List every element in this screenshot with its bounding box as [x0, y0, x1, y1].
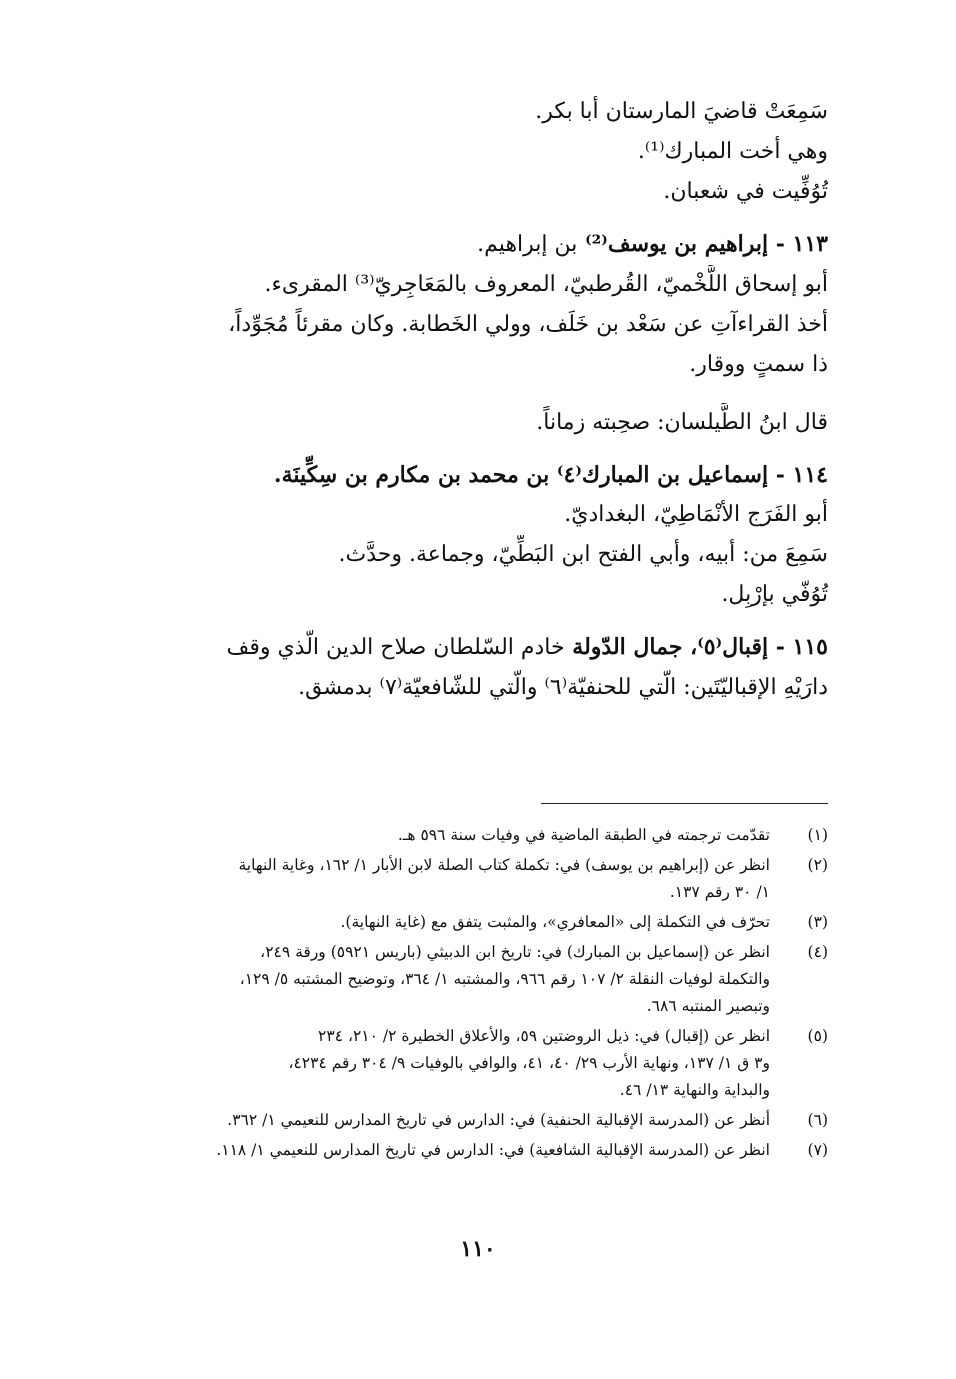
entry-115-line-2: دارَيْهِ الإقباليّتَين: الّتي للحنفيّة⁽٦⁾ والّتي للشّافعيّة⁽٧⁾ بدمشق. [298, 675, 828, 700]
entry-115-heading-bold: ١١٥ - إقبال⁽٥⁾، جمال الدّولة [572, 634, 828, 660]
footnote-7 [106, 1137, 828, 1164]
main-text [96, 92, 828, 708]
entry-114-line-1: أبو الفَرَج الأنْمَاطِيّ، البغداديّ. [564, 502, 828, 527]
intro-line-2: وهي أخت المبارك⁽¹⁾. [637, 139, 828, 164]
footnote-line: و٣ ق ١/ ١٣٧، ونهاية الأرب ٢٩/ ٤٠، ٤١، والوافي بالوفيات ٩/ ٣٠٤ رقم ٤٢٣٤، [288, 1054, 770, 1072]
footnote-line: انظر عن (المدرسة الإقبالية الشافعية) في: الدارس في تاريخ المدارس للنعيمي ١/ ١١٨. [216, 1141, 770, 1159]
footnote-number: (٧) [807, 1141, 828, 1159]
footnote-line: وتبصير المنتبه ٦٨٦. [646, 997, 770, 1015]
entry-113-heading-tail: بن إبراهيم. [477, 232, 578, 257]
footnote-1 [106, 822, 828, 849]
entry-113-line-2: أخذ القراءآتِ عن سَعْد بن خَلَف، وولي الخَطابة. وكان مقرئاً مُجَوِّداً، [228, 312, 828, 337]
footnote-number: (٣) [807, 913, 828, 931]
footnote-separator [541, 803, 828, 804]
entry-115-heading [96, 627, 828, 668]
entry-113-heading [96, 224, 828, 265]
entry-114-line-3: تُوُفّي بإرْبِل. [721, 582, 828, 607]
footnote-4 [106, 939, 828, 1020]
footnotes [106, 822, 828, 1167]
entry-113-line-3: ذا سمتٍ ووقار. [689, 352, 828, 377]
footnote-number: (٢) [807, 856, 828, 874]
footnote-line: انظر عن (إسماعيل بن المبارك) في: تاريخ ابن الدبيثي (باريس ٥٩٢١) ورقة ٢٤٩، [260, 943, 770, 961]
footnote-line: والبداية والنهاية ١٣/ ٤٦. [619, 1081, 770, 1099]
entry-115-heading-tail: خادم السّلطان صلاح الدين الّذي وقف [226, 635, 565, 660]
footnote-line: أنظر عن (المدرسة الإقبالية الحنفية) في: الدارس في تاريخ المدارس للنعيمي ١/ ٣٦٢. [227, 1111, 770, 1129]
footnote-line: ١/ ٣٠ رقم ١٣٧. [669, 883, 770, 901]
footnote-line: انظر عن (إبراهيم بن يوسف) في: تكملة كتاب الصلة لابن الأبار ١/ ١٦٢، وغاية النهاية [238, 856, 770, 874]
intro-line-1: سَمِعَتْ قاضيَ المارستان أبا بكر. [535, 99, 828, 124]
footnote-3 [106, 909, 828, 936]
footnote-line: تقدّمت ترجمته في الطبقة الماضية في وفيات سنة ٥٩٦ هـ. [397, 826, 770, 844]
footnote-number: (٦) [807, 1111, 828, 1129]
footnote-number: (٤) [807, 943, 828, 961]
footnote-6 [106, 1107, 828, 1134]
page-number: ١١٠ [460, 1236, 496, 1262]
footnote-number: (١) [807, 826, 828, 844]
footnote-line: والتكملة لوفيات النقلة ٢/ ١٠٧ رقم ٩٦٦، والمشتبه ١/ ٣٦٤، وتوضيح المشتبه ٥/ ١٢٩، [239, 970, 770, 988]
entry-113-line-1: أبو إسحاق اللَّخْميّ، القُرطبيّ، المعروف بالمَعَاجِريّ⁽³⁾ المقرىء. [264, 272, 828, 297]
footnote-number: (٥) [807, 1027, 828, 1045]
footnote-line: تحرّف في التكملة إلى «المعافري»، والمثبت يتفق مع (غاية النهاية). [340, 913, 770, 931]
footnote-2 [106, 852, 828, 906]
intro-line-3: تُوُفِّيت في شعبان. [663, 179, 828, 204]
entry-114-line-2: سَمِعَ من: أبيه، وأبي الفتح ابن البَطِّيّ، وجماعة. وحدَّث. [338, 542, 828, 567]
footnote-5 [106, 1023, 828, 1104]
entry-113-heading-bold: ١١٣ - إبراهيم بن يوسف⁽²⁾ [585, 231, 828, 257]
entry-114-heading: ١١٤ - إسماعيل بن المبارك⁽٤⁾ بن محمد بن مكارم بن سِكِّينَة. [273, 462, 828, 488]
entry-113-line-4: قال ابنُ الطَّيلسان: صحِبته زماناً. [536, 410, 828, 435]
footnote-line: انظر عن (إقبال) في: ذيل الروضتين ٥٩، والأعلاق الخطيرة ٢/ ٢١٠، ٢٣٤ [318, 1027, 770, 1045]
